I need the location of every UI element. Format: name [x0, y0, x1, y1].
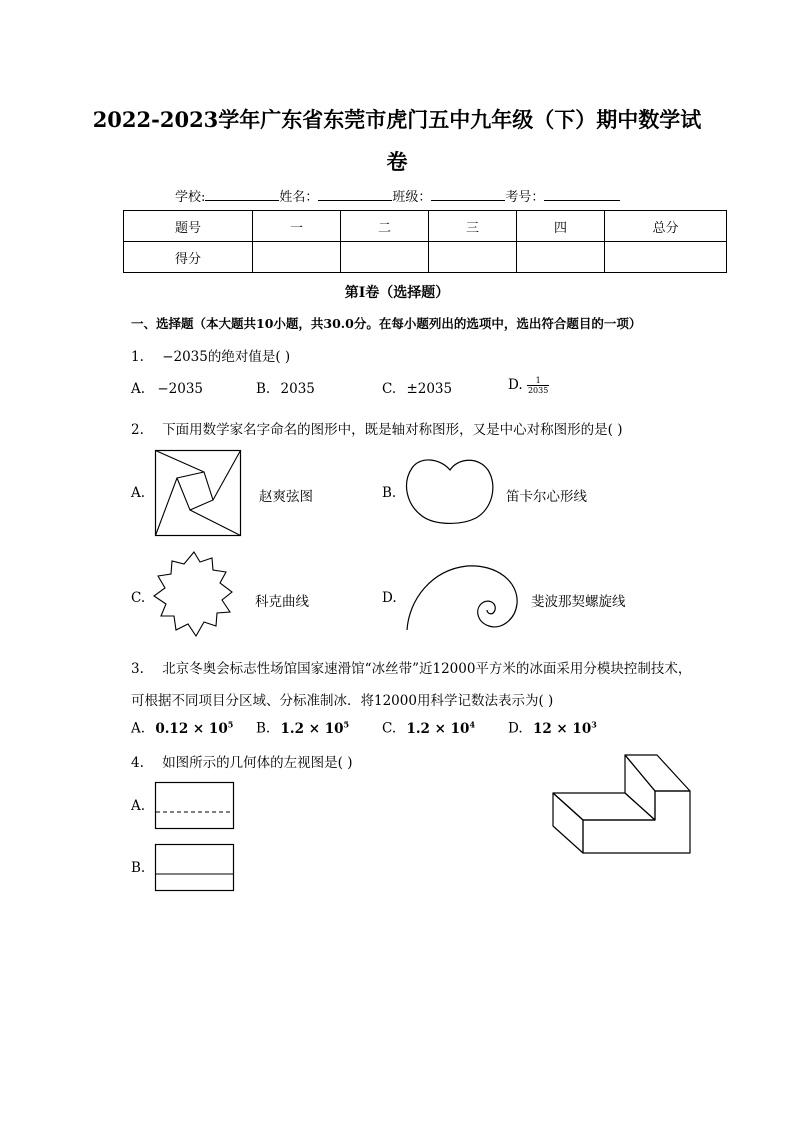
header-cell: 总分: [605, 211, 727, 242]
q3-option-d[interactable]: [508, 719, 597, 737]
question-number: 2.: [131, 422, 144, 438]
fraction-denominator: 2035: [527, 386, 549, 395]
question-number: 4.: [131, 755, 144, 771]
q3-option-c[interactable]: [382, 719, 475, 737]
q2-option-b-letter[interactable]: B.: [382, 485, 397, 501]
name-label: 姓名：: [279, 190, 319, 205]
option-letter: D.: [508, 377, 523, 393]
option-exponent: 5: [343, 719, 350, 729]
score-cell[interactable]: [341, 242, 429, 273]
option-value: [155, 721, 233, 737]
left-view-solid-icon: [155, 844, 235, 892]
option-value: −2035: [157, 381, 204, 397]
option-exponent: 3: [591, 719, 597, 729]
q2-option-b-label: 笛卡尔心形线: [506, 489, 587, 505]
option-letter: B.: [256, 720, 271, 737]
question-text-line-2: 可根据不同项目分区域、分标准制冰．将12000用科学记数法表示为( ): [131, 693, 554, 709]
q2-option-d-letter[interactable]: D.: [382, 590, 397, 606]
option-fraction: [527, 376, 549, 395]
option-letter: B.: [256, 381, 271, 397]
q2-option-a-label: 赵爽弦图: [259, 489, 313, 505]
option-exponent: 4: [469, 719, 476, 729]
question-2: [131, 418, 623, 438]
q1-option-c[interactable]: [382, 381, 452, 397]
q4-option-b-letter[interactable]: B.: [131, 860, 146, 876]
student-info-line: [175, 186, 620, 205]
question-number: 1.: [131, 349, 144, 365]
option-base: 0.12 × 10: [155, 720, 228, 737]
cardioid-figure-icon: [404, 456, 496, 526]
stepped-solid-figure-icon: [553, 753, 693, 855]
q2-option-a-letter[interactable]: A.: [131, 485, 146, 501]
header-cell: 二: [341, 211, 429, 242]
exam-no-label: 考号：: [505, 190, 545, 205]
class-label: 班级：: [392, 190, 432, 205]
q2-option-c-label: 科克曲线: [255, 594, 309, 610]
question-number: 3.: [131, 661, 144, 677]
page-title: 2022-2023学年广东省东莞市虎门五中九年级（下）期中数学试: [92, 107, 702, 132]
part-heading: 一、选择题（本大题共10小题，共30.0分。在每小题列出的选项中，选出符合题目的一项）: [131, 316, 642, 331]
score-table: [123, 210, 727, 273]
school-label: 学校:: [175, 190, 206, 205]
section-title: 第I卷（选择题）: [344, 285, 450, 301]
option-letter: C.: [382, 720, 397, 737]
option-letter: D.: [508, 720, 523, 737]
score-table-score-row: [124, 242, 727, 273]
q2-option-d-label: 斐波那契螺旋线: [531, 594, 626, 610]
option-value: [281, 721, 350, 737]
fraction-numerator: 1: [527, 376, 549, 386]
question-3: [131, 657, 691, 677]
q1-option-d[interactable]: [508, 376, 549, 395]
left-view-dashed-icon: [155, 782, 235, 830]
question-1: [131, 345, 290, 365]
score-cell[interactable]: [517, 242, 605, 273]
q1-option-a[interactable]: [131, 381, 203, 397]
zhao-shuang-figure-icon: [155, 450, 241, 536]
koch-curve-figure-icon: [150, 550, 238, 642]
fibonacci-spiral-figure-icon: [405, 562, 525, 632]
option-value: [406, 721, 475, 737]
class-blank[interactable]: [431, 186, 505, 201]
option-exponent: 5: [227, 719, 234, 729]
school-blank[interactable]: [205, 186, 279, 201]
header-cell: 一: [253, 211, 341, 242]
option-value: 2035: [280, 381, 315, 397]
q4-option-a-letter[interactable]: A.: [131, 798, 146, 814]
q2-option-c-letter[interactable]: C.: [131, 590, 146, 606]
option-letter: A.: [131, 381, 146, 397]
score-cell[interactable]: [429, 242, 517, 273]
q3-option-a[interactable]: [131, 719, 233, 737]
header-cell: 四: [517, 211, 605, 242]
option-base: 1.2 × 10: [406, 720, 470, 737]
exam-no-blank[interactable]: [544, 186, 620, 201]
page-title-continued: 卷: [386, 149, 408, 174]
option-base: 12 × 10: [532, 720, 592, 737]
q1-option-b[interactable]: [256, 381, 315, 397]
option-letter: C.: [382, 381, 397, 397]
score-table-header-row: [124, 211, 727, 242]
option-value: ±2035: [406, 381, 453, 397]
question-text: 下面用数学家名字命名的图形中，既是轴对称图形，又是中心对称图形的是( ): [162, 422, 623, 438]
score-cell[interactable]: [605, 242, 727, 273]
score-row-label: 得分: [124, 242, 253, 273]
question-text-line-1: 北京冬奥会标志性场馆国家速滑馆“冰丝带”近12000平方米的冰面采用分模块控制技术，: [162, 661, 692, 677]
option-value: [533, 721, 597, 737]
option-base: 1.2 × 10: [280, 720, 344, 737]
question-4: [131, 751, 353, 771]
header-cell: 三: [429, 211, 517, 242]
score-cell[interactable]: [253, 242, 341, 273]
name-blank[interactable]: [318, 186, 392, 201]
q3-option-b[interactable]: [256, 719, 349, 737]
question-text: 如图所示的几何体的左视图是( ): [162, 755, 353, 771]
header-cell: 题号: [124, 211, 253, 242]
option-letter: A.: [131, 720, 146, 737]
question-text: −2035的绝对值是( ): [162, 349, 291, 365]
